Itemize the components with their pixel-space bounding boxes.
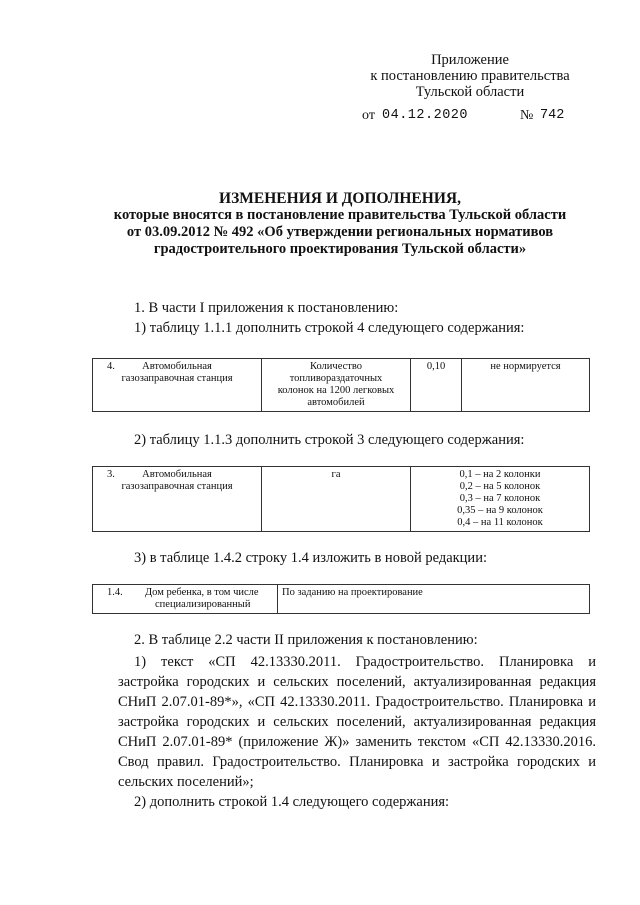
p2-1-line-4: застройка городских и сельских поселений, актуализированная редакция <box>118 714 596 730</box>
table2-value-2: 0,2 – на 5 колонок <box>459 481 541 492</box>
table1-value-cell: 0,10 <box>411 359 462 412</box>
table1-name-l1: Автомобильная <box>142 361 212 372</box>
paragraph-1-2: 2) таблицу 1.1.3 дополнить строкой 3 следующего содержания: <box>134 432 525 448</box>
table2-values-cell <box>411 467 590 532</box>
number-label: № <box>520 108 534 123</box>
p2-1-line-3: СНиП 2.07.01-89*», «СП 42.13330.2011. Градостроительство. Планировка и <box>118 694 596 710</box>
document-title <box>80 190 600 258</box>
document-number: 742 <box>540 108 565 123</box>
p2-1-line-5: СНиП 2.07.01-89* (приложение Ж)» заменить текстом «СП 42.13330.2016. <box>118 734 596 750</box>
title-line-2: которые вносятся в постановление правительства Тульской области <box>113 207 567 223</box>
appendix-line-2: к постановлению правительства <box>370 68 570 84</box>
appendix-line-1: Приложение <box>431 52 509 68</box>
appendix-line-3: Тульской области <box>415 84 525 100</box>
table2-value-5: 0,4 – на 11 колонок <box>457 517 543 528</box>
table3-name-l2: специализированный <box>155 599 251 610</box>
table-1-4-2-row <box>92 584 590 614</box>
title-main: ИЗМЕНЕНИЯ И ДОПОЛНЕНИЯ, <box>219 190 461 207</box>
table2-name-l2: газозаправочная станция <box>121 481 233 492</box>
table1-unit-l4: автомобилей <box>307 397 365 408</box>
table1-name-l2: газозаправочная станция <box>121 373 233 384</box>
paragraph-1: 1. В части I приложения к постановлению: <box>134 300 399 316</box>
appendix-header <box>360 52 580 100</box>
p2-1-line-2: застройка городских и сельских поселений, актуализированная редакция <box>118 674 596 690</box>
paragraph-1-3: 3) в таблице 1.4.2 строку 1.4 изложить в новой редакции: <box>134 550 487 566</box>
table2-value-3: 0,3 – на 7 колонок <box>459 493 541 504</box>
title-line-3: от 03.09.2012 № 492 «Об утверждении региональных нормативов <box>126 224 554 240</box>
table2-name-l1: Автомобильная <box>142 469 212 480</box>
table-1-1-3-row <box>92 466 590 532</box>
paragraph-2-2: 2) дополнить строкой 1.4 следующего содержания: <box>134 794 450 810</box>
date-label: от <box>362 108 375 123</box>
p2-1-line-1: 1) текст «СП 42.13330.2011. Градостроительство. Планировка и <box>134 654 596 670</box>
table1-unit-l3: колонок на 1200 легковых <box>277 385 395 396</box>
table1-unit-l1: Количество <box>309 361 363 372</box>
table2-num: 3. <box>107 469 115 480</box>
paragraph-2: 2. В таблице 2.2 части II приложения к постановлению: <box>134 632 478 648</box>
table3-value-cell: По заданию на проектирование <box>278 585 590 614</box>
table-1-1-1-row <box>92 358 590 412</box>
table3-name-l1: Дом ребенка, в том числе <box>145 587 259 598</box>
p2-1-line-7: сельских поселений»; <box>118 774 254 790</box>
table3-num: 1.4. <box>107 587 123 598</box>
document-date: 04.12.2020 <box>382 108 469 123</box>
paragraph-2-1 <box>118 652 596 792</box>
table2-value-1: 0,1 – на 2 колонки <box>459 469 541 480</box>
paragraph-1-1: 1) таблицу 1.1.1 дополнить строкой 4 следующего содержания: <box>134 320 525 336</box>
table1-unit-cell <box>262 359 411 412</box>
table1-note-cell: не нормируется <box>462 359 590 412</box>
table3-name-cell <box>93 585 278 614</box>
p2-1-line-6: Свод правил. Градостроительство. Планировка и застройка городских и <box>118 754 596 770</box>
table2-value-4: 0,35 – на 9 колонок <box>457 505 543 516</box>
table2-name-cell <box>93 467 262 532</box>
table2-unit-cell: га <box>262 467 411 532</box>
title-line-4: градостроительного проектирования Тульской области» <box>153 241 527 257</box>
table1-unit-l2: топливораздаточных <box>289 373 383 384</box>
table1-num: 4. <box>107 361 115 372</box>
table1-name-cell <box>93 359 262 412</box>
